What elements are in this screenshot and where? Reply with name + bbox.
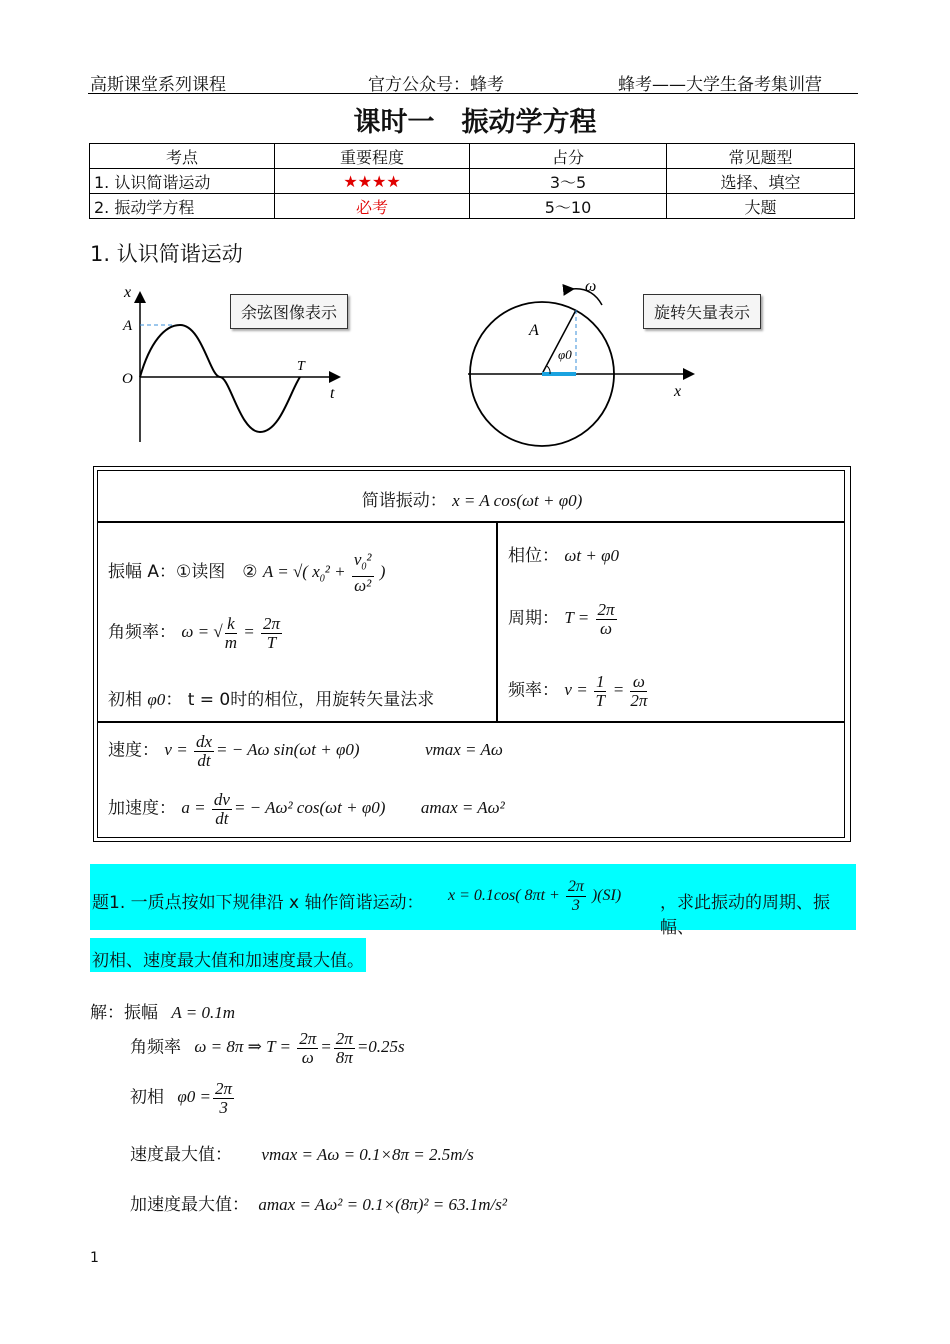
frequency-row [508,673,649,710]
table-header: 占分 [470,144,667,169]
frequency-label: 频率： [508,680,559,701]
velocity-label: 速度： [108,740,159,761]
amplitude-label: 振幅 A：①读图 ② [108,562,258,583]
page-number: 1 [90,1250,99,1266]
header-rule [88,93,858,94]
solution-angular-freq-label: 角频率 [130,1037,181,1058]
origin-label: O [122,371,133,387]
solution-amplitude-value: A = 0.1m [171,1003,235,1022]
solution-vmax-label: 速度最大值： [130,1145,232,1165]
problem-line-2 [90,938,366,972]
shm-label: 简谐振动： [361,491,447,511]
phase-row [508,541,619,566]
initial-phase-text: t = 0时的相位，用旋转矢量法求 [187,690,435,710]
phase-label: 相位： [508,546,559,566]
table-header: 常见题型 [667,144,855,169]
shm-formula: x = A cos(ωt + φ0) [452,491,583,510]
problem-line-1 [90,864,856,938]
velocity-formula: v = $\frac{dx}{dt}$ = − Aω sin(ωt + φ0) [164,732,360,770]
solution-angular-freq [130,1030,405,1067]
importance-stars: ★★★★ [275,169,470,194]
solution-initial-phase-value: φ0 = $\frac{2\pi}{3}$ [177,1079,233,1117]
importance-must: 必考 [275,194,470,219]
axis-label-x: x [124,284,132,301]
period-label: T [297,359,305,374]
rotation-label-box: 旋转矢量表示 [643,294,761,329]
formula-title-cell [97,470,845,522]
table-header: 考点 [90,144,275,169]
acceleration-row [108,791,505,828]
header-account: 官方公众号：蜂考 [368,75,504,95]
amplitude-row [108,551,385,595]
table-cell: 3～5 [470,169,667,194]
solution-amplitude-label: 解：振幅 [90,1003,158,1023]
solution-vmax [130,1140,474,1165]
solution-angular-freq-value: ω = 8π ⇒ T = $\frac{2\pi}{\omega}$ = $\frac{2\pi}{8\pi}$ =0.25s [194,1029,405,1067]
period-formula: T = $\frac{2\pi}{\omega}$ [564,600,615,638]
axis-label-A: A [123,318,133,334]
cosine-label-box: 余弦图像表示 [230,294,348,329]
period-label: 周期： [508,608,559,629]
frequency-formula: ν = $\frac{1}{T}$ = $\frac{\omega}{2\pi}$ [564,672,648,710]
table-cell: 选择、填空 [667,169,855,194]
initial-phase-row: 初相 φ0： t = 0时的相位，用旋转矢量法求 [108,690,435,710]
period-row [508,601,619,638]
table-header-row [90,144,855,169]
solution-initial-phase-label: 初相 [130,1087,164,1108]
axis-label-x: x [674,383,682,400]
problem-equation: x = 0.1cos( 8πt + $\frac{2\pi}{3}$ )(SI) [448,878,622,914]
table-header: 重要程度 [275,144,470,169]
axis-label-t: t [330,385,335,402]
problem-text-pre: 题1. 一质点按如下规律沿 x 轴作简谐运动： [92,893,424,913]
amplitude-formula: A = √( $x_0^2$ + $\frac{v_0^2}{\text{ω²}}$ ) [262,550,386,596]
table-cell: 1. 认识简谐运动 [90,169,275,194]
velocity-accel-cell [97,722,845,838]
angular-freq-row [108,615,284,652]
solution-initial-phase [130,1080,236,1117]
right-formula-cell [497,522,845,722]
angular-freq-formula: ω = √ $\frac{k}{m}$ = $\frac{2\pi}{T}$ [181,614,281,652]
header-course: 高斯课堂系列课程 [90,75,226,95]
acceleration-formula: a = $\frac{dv}{dt}$ = − Aω² cos(ωt + φ0) [181,790,386,828]
solution-vmax-value: vmax = Aω = 0.1×8π = 2.5m/s [261,1145,474,1164]
solution-amplitude [90,998,235,1023]
omega-label: ω [585,278,597,295]
acceleration-label: 加速度： [108,798,176,819]
phase-formula: ωt + φ0 [564,546,620,565]
table-cell: 大题 [667,194,855,219]
vector-label-A: A [529,322,539,339]
problem-text-line2: 初相、速度最大值和加速度最大值。 [92,951,364,971]
cosine-curve [140,325,300,432]
phi0-label: φ0 [558,347,572,362]
section-heading: 1. 认识简谐运动 [90,242,243,266]
solution-amax [130,1190,507,1215]
table-row [90,169,855,194]
table-cell: 5～10 [470,194,667,219]
solution-amax-value: amax = Aω² = 0.1×(8π)² = 63.1m/s² [258,1195,507,1214]
amplitude-vector [542,310,576,374]
solution-amax-label: 加速度最大值： [130,1195,249,1215]
page-title: 课时一 振动学方程 [353,107,597,138]
table-row [90,194,855,219]
angular-freq-label: 角频率： [108,622,176,643]
formula-box [93,466,851,842]
summary-table [89,143,855,219]
initial-phase-symbol: φ0 [147,690,166,709]
header-camp: 蜂考——大学生备考集训营 [618,75,822,95]
problem-text-post: ，求此振动的周期、振幅、 [660,893,830,938]
table-cell: 2. 振动学方程 [90,194,275,219]
amax-formula: amax = Aω² [420,798,505,818]
initial-phase-label: 初相 [108,690,142,710]
velocity-row [108,733,503,770]
left-formula-cell [97,522,497,722]
vmax-formula: vmax = Aω [424,740,503,760]
